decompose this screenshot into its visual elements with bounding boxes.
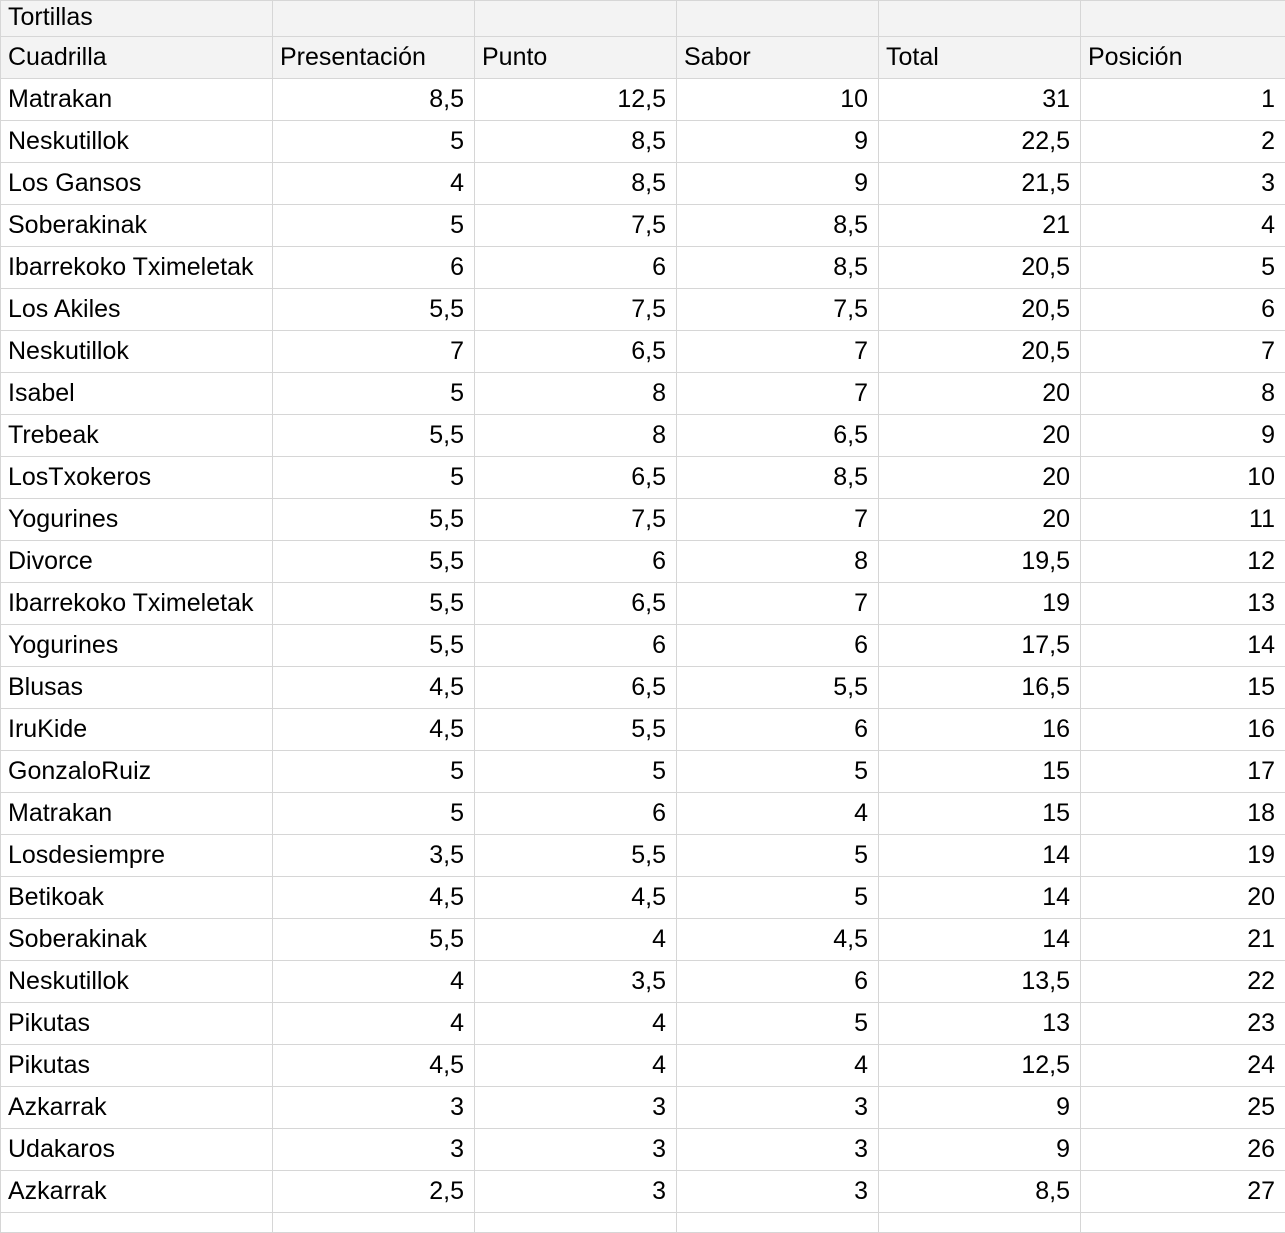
total-cell[interactable]: 13 [879,1003,1081,1045]
total-cell[interactable]: 13,5 [879,961,1081,1003]
table-row [1,289,1285,331]
punto-cell[interactable]: 8,5 [475,121,677,163]
sabor-cell[interactable]: 7,5 [677,289,879,331]
table-row [1,247,1285,289]
table-row [1,1171,1285,1213]
table-row [1,163,1285,205]
header-punto[interactable]: Punto [475,37,677,79]
sheet-title[interactable]: Tortillas [1,1,273,37]
punto-cell[interactable]: 6 [475,541,677,583]
total-cell[interactable]: 20 [879,499,1081,541]
table-row [1,457,1285,499]
table-row [1,331,1285,373]
total-cell[interactable]: 20,5 [879,331,1081,373]
posicion-cell[interactable]: 20 [1081,877,1285,919]
posicion-cell[interactable]: 9 [1081,415,1285,457]
presentacion-cell[interactable]: 5,5 [273,415,475,457]
sabor-cell[interactable]: 8,5 [677,457,879,499]
sabor-cell[interactable]: 9 [677,121,879,163]
empty-cell[interactable] [1081,1213,1285,1233]
cuadrilla-cell[interactable]: Los Gansos [1,163,273,205]
punto-cell[interactable]: 3 [475,1129,677,1171]
total-cell[interactable]: 20 [879,415,1081,457]
posicion-cell[interactable]: 10 [1081,457,1285,499]
posicion-cell[interactable]: 11 [1081,499,1285,541]
sabor-cell[interactable]: 7 [677,583,879,625]
posicion-cell[interactable]: 16 [1081,709,1285,751]
table-row [1,1213,1285,1233]
posicion-cell[interactable]: 27 [1081,1171,1285,1213]
punto-cell[interactable]: 6,5 [475,667,677,709]
table-row [1,625,1285,667]
posicion-cell[interactable]: 4 [1081,205,1285,247]
posicion-cell[interactable]: 5 [1081,247,1285,289]
table-row [1,415,1285,457]
header-posicion[interactable]: Posición [1081,37,1285,79]
sabor-cell[interactable]: 8,5 [677,205,879,247]
cuadrilla-cell[interactable]: Ibarrekoko Tximeletak [1,247,273,289]
table-row [1,919,1285,961]
posicion-cell[interactable]: 17 [1081,751,1285,793]
presentacion-cell[interactable]: 5,5 [273,499,475,541]
posicion-cell[interactable]: 12 [1081,541,1285,583]
presentacion-cell[interactable]: 5 [273,205,475,247]
punto-cell[interactable]: 6,5 [475,583,677,625]
table-row [1,583,1285,625]
presentacion-cell[interactable]: 5 [273,751,475,793]
cuadrilla-cell[interactable]: Neskutillok [1,961,273,1003]
presentacion-cell[interactable]: 5 [273,373,475,415]
punto-cell[interactable]: 6 [475,625,677,667]
punto-cell[interactable]: 5,5 [475,709,677,751]
sabor-cell[interactable]: 10 [677,79,879,121]
total-cell[interactable]: 8,5 [879,1171,1081,1213]
posicion-cell[interactable]: 7 [1081,331,1285,373]
presentacion-cell[interactable]: 4 [273,1003,475,1045]
header-total[interactable]: Total [879,37,1081,79]
punto-cell[interactable]: 12,5 [475,79,677,121]
sabor-cell[interactable]: 5 [677,751,879,793]
cuadrilla-cell[interactable]: Udakaros [1,1129,273,1171]
punto-cell[interactable]: 8 [475,373,677,415]
posicion-cell[interactable]: 19 [1081,835,1285,877]
punto-cell[interactable]: 4 [475,919,677,961]
table-row [1,751,1285,793]
cuadrilla-cell[interactable]: Ibarrekoko Tximeletak [1,583,273,625]
posicion-cell[interactable]: 25 [1081,1087,1285,1129]
total-cell[interactable]: 14 [879,835,1081,877]
presentacion-cell[interactable]: 5,5 [273,583,475,625]
sabor-cell[interactable]: 7 [677,499,879,541]
presentacion-cell[interactable]: 5,5 [273,625,475,667]
presentacion-cell[interactable]: 4 [273,163,475,205]
sabor-cell[interactable]: 4 [677,1045,879,1087]
table-row [1,79,1285,121]
cuadrilla-cell[interactable]: Soberakinak [1,919,273,961]
total-cell[interactable]: 19 [879,583,1081,625]
header-cuadrilla[interactable]: Cuadrilla [1,37,273,79]
sabor-cell[interactable]: 5,5 [677,667,879,709]
cuadrilla-cell[interactable]: Losdesiempre [1,835,273,877]
sabor-cell[interactable]: 5 [677,877,879,919]
cuadrilla-cell[interactable]: Trebeak [1,415,273,457]
total-cell[interactable]: 22,5 [879,121,1081,163]
table-row [1,667,1285,709]
total-cell[interactable]: 16,5 [879,667,1081,709]
header-sabor[interactable]: Sabor [677,37,879,79]
cuadrilla-cell[interactable]: Isabel [1,373,273,415]
punto-cell[interactable]: 8 [475,415,677,457]
sabor-cell[interactable]: 7 [677,373,879,415]
sabor-cell[interactable]: 5 [677,1003,879,1045]
table-row [1,373,1285,415]
cuadrilla-cell[interactable]: Pikutas [1,1045,273,1087]
empty-cell[interactable] [475,1,677,37]
table-row [1,1129,1285,1171]
cuadrilla-cell[interactable]: IruKide [1,709,273,751]
posicion-cell[interactable]: 21 [1081,919,1285,961]
punto-cell[interactable]: 5,5 [475,835,677,877]
posicion-cell[interactable]: 26 [1081,1129,1285,1171]
presentacion-cell[interactable]: 4,5 [273,709,475,751]
sabor-cell[interactable]: 3 [677,1087,879,1129]
empty-cell[interactable] [1081,1,1285,37]
total-cell[interactable]: 19,5 [879,541,1081,583]
total-cell[interactable]: 20 [879,457,1081,499]
posicion-cell[interactable]: 14 [1081,625,1285,667]
posicion-cell[interactable]: 3 [1081,163,1285,205]
punto-cell[interactable]: 3 [475,1171,677,1213]
punto-cell[interactable]: 7,5 [475,289,677,331]
presentacion-cell[interactable]: 6 [273,247,475,289]
punto-cell[interactable]: 7,5 [475,499,677,541]
cuadrilla-cell[interactable]: Yogurines [1,499,273,541]
punto-cell[interactable]: 3,5 [475,961,677,1003]
total-cell[interactable]: 21,5 [879,163,1081,205]
presentacion-cell[interactable]: 3 [273,1087,475,1129]
punto-cell[interactable]: 3 [475,1087,677,1129]
table-row [1,205,1285,247]
posicion-cell[interactable]: 6 [1081,289,1285,331]
table-row [1,709,1285,751]
empty-cell[interactable] [1,1213,273,1233]
posicion-cell[interactable]: 13 [1081,583,1285,625]
total-cell[interactable]: 14 [879,919,1081,961]
total-cell[interactable]: 9 [879,1087,1081,1129]
total-cell[interactable]: 20,5 [879,289,1081,331]
posicion-cell[interactable]: 8 [1081,373,1285,415]
sabor-cell[interactable]: 9 [677,163,879,205]
sabor-cell[interactable]: 7 [677,331,879,373]
presentacion-cell[interactable]: 5 [273,793,475,835]
cuadrilla-cell[interactable]: Matrakan [1,79,273,121]
total-cell[interactable]: 31 [879,79,1081,121]
sabor-cell[interactable]: 6 [677,709,879,751]
cuadrilla-cell[interactable]: Yogurines [1,625,273,667]
empty-cell[interactable] [677,1213,879,1233]
table-row [1,877,1285,919]
cuadrilla-cell[interactable]: GonzaloRuiz [1,751,273,793]
cuadrilla-cell[interactable]: Divorce [1,541,273,583]
presentacion-cell[interactable]: 4,5 [273,667,475,709]
sabor-cell[interactable]: 6 [677,625,879,667]
punto-cell[interactable]: 4 [475,1045,677,1087]
table-row [1,541,1285,583]
empty-cell[interactable] [273,1213,475,1233]
presentacion-cell[interactable]: 7 [273,331,475,373]
sabor-cell[interactable]: 6 [677,961,879,1003]
punto-cell[interactable]: 5 [475,751,677,793]
table-row [1,499,1285,541]
cuadrilla-cell[interactable]: Betikoak [1,877,273,919]
table-row [1,1045,1285,1087]
cuadrilla-cell[interactable]: Soberakinak [1,205,273,247]
sabor-cell[interactable]: 3 [677,1129,879,1171]
punto-cell[interactable]: 4,5 [475,877,677,919]
table-row [1,1003,1285,1045]
punto-cell[interactable]: 8,5 [475,163,677,205]
empty-cell[interactable] [879,1,1081,37]
sabor-cell[interactable]: 8,5 [677,247,879,289]
presentacion-cell[interactable]: 5,5 [273,541,475,583]
presentacion-cell[interactable]: 8,5 [273,79,475,121]
cuadrilla-cell[interactable]: LosTxokeros [1,457,273,499]
presentacion-cell[interactable]: 5,5 [273,919,475,961]
cuadrilla-cell[interactable]: Matrakan [1,793,273,835]
cuadrilla-cell[interactable]: Pikutas [1,1003,273,1045]
presentacion-cell[interactable]: 4,5 [273,1045,475,1087]
punto-cell[interactable]: 6 [475,247,677,289]
empty-cell[interactable] [879,1213,1081,1233]
sabor-cell[interactable]: 8 [677,541,879,583]
total-cell[interactable]: 9 [879,1129,1081,1171]
sabor-cell[interactable]: 4 [677,793,879,835]
total-cell[interactable]: 12,5 [879,1045,1081,1087]
total-cell[interactable]: 21 [879,205,1081,247]
empty-cell[interactable] [273,1,475,37]
presentacion-cell[interactable]: 5,5 [273,289,475,331]
total-cell[interactable]: 17,5 [879,625,1081,667]
posicion-cell[interactable]: 23 [1081,1003,1285,1045]
table-row [1,121,1285,163]
header-presentacion[interactable]: Presentación [273,37,475,79]
table-row [1,1087,1285,1129]
empty-cell[interactable] [475,1213,677,1233]
presentacion-cell[interactable]: 2,5 [273,1171,475,1213]
punto-cell[interactable]: 6,5 [475,457,677,499]
cuadrilla-cell[interactable]: Azkarrak [1,1171,273,1213]
total-cell[interactable]: 15 [879,751,1081,793]
title-row [1,1,1285,37]
presentacion-cell[interactable]: 3 [273,1129,475,1171]
presentacion-cell[interactable]: 3,5 [273,835,475,877]
sabor-cell[interactable]: 4,5 [677,919,879,961]
sabor-cell[interactable]: 3 [677,1171,879,1213]
cuadrilla-cell[interactable]: Neskutillok [1,121,273,163]
total-cell[interactable]: 20,5 [879,247,1081,289]
total-cell[interactable]: 14 [879,877,1081,919]
table-row [1,835,1285,877]
punto-cell[interactable]: 4 [475,1003,677,1045]
table-row [1,961,1285,1003]
posicion-cell[interactable]: 15 [1081,667,1285,709]
posicion-cell[interactable]: 2 [1081,121,1285,163]
cuadrilla-cell[interactable]: Blusas [1,667,273,709]
sabor-cell[interactable]: 6,5 [677,415,879,457]
header-row [1,37,1285,79]
table-row [1,793,1285,835]
posicion-cell[interactable]: 22 [1081,961,1285,1003]
punto-cell[interactable]: 6,5 [475,331,677,373]
total-cell[interactable]: 15 [879,793,1081,835]
total-cell[interactable]: 16 [879,709,1081,751]
empty-cell[interactable] [677,1,879,37]
punto-cell[interactable]: 6 [475,793,677,835]
presentacion-cell[interactable]: 5 [273,457,475,499]
presentacion-cell[interactable]: 5 [273,121,475,163]
cuadrilla-cell[interactable]: Los Akiles [1,289,273,331]
total-cell[interactable]: 20 [879,373,1081,415]
cuadrilla-cell[interactable]: Azkarrak [1,1087,273,1129]
posicion-cell[interactable]: 24 [1081,1045,1285,1087]
punto-cell[interactable]: 7,5 [475,205,677,247]
posicion-cell[interactable]: 1 [1081,79,1285,121]
presentacion-cell[interactable]: 4,5 [273,877,475,919]
presentacion-cell[interactable]: 4 [273,961,475,1003]
cuadrilla-cell[interactable]: Neskutillok [1,331,273,373]
sabor-cell[interactable]: 5 [677,835,879,877]
posicion-cell[interactable]: 18 [1081,793,1285,835]
